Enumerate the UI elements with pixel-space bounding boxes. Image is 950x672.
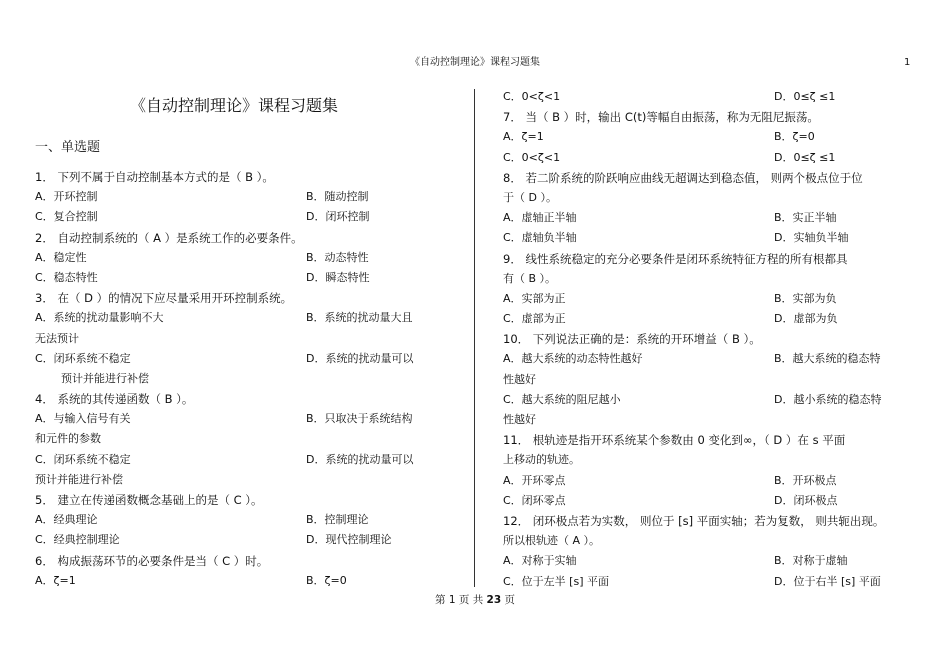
option-right: D．闭环极点 [774, 493, 838, 507]
question-line [503, 471, 923, 491]
question-line [503, 450, 923, 470]
question-line [503, 269, 923, 289]
line-text: 和元件的参数 [35, 432, 101, 446]
question-stem [503, 430, 923, 450]
line-text: C．0<ζ<1 [503, 150, 561, 164]
line-text: C．稳态特性 [35, 270, 98, 284]
line-text: C．位于左半 [s] 平面 [503, 574, 609, 588]
line-text: A．与输入信号有关 [35, 412, 131, 426]
option-right: B．开环极点 [774, 473, 837, 487]
option-right: D．实轴负半轴 [774, 231, 849, 245]
question-line [35, 450, 465, 470]
question-line [35, 349, 465, 369]
running-header: 《自动控制理论》课程习题集 [410, 57, 540, 68]
option-right: D．闭环控制 [306, 210, 370, 224]
question-line [503, 491, 923, 511]
line-text: 所以根轨迹（ A ）。 [503, 534, 601, 548]
line-text: C．虚轴负半轴 [503, 231, 577, 245]
question-line [35, 409, 465, 429]
line-text: 6． 构成振荡环节的必要条件是当（ C ）时。 [35, 553, 269, 568]
option-right: B．实部为负 [774, 291, 837, 305]
option-right: D．0≤ζ ≤1 [774, 150, 836, 164]
question-line [503, 370, 923, 390]
column-divider [474, 89, 475, 587]
right-column [503, 87, 923, 592]
line-text: C．复合控制 [35, 210, 98, 224]
question-line [35, 571, 465, 591]
question-stem [35, 167, 465, 187]
line-text: 7． 当（ B ）时，输出 C(t)等幅自由振荡，称为无阻尼振荡。 [503, 110, 819, 125]
line-text: 性越好 [503, 413, 536, 426]
option-right: B．越大系统的稳态特 [774, 352, 881, 366]
line-text: 预计并能进行补偿 [35, 472, 123, 486]
option-right: B．随动控制 [306, 190, 369, 204]
option-right: B．控制理论 [306, 513, 369, 527]
question-line [503, 228, 923, 248]
question-line [35, 429, 465, 449]
question-line [35, 369, 465, 389]
question-stem [35, 389, 465, 409]
line-text: C．闭环系统不稳定 [35, 452, 131, 466]
header-page-number: 1 [904, 57, 911, 68]
option-right: D．系统的扰动量可以 [306, 351, 414, 365]
question-stem [503, 511, 923, 531]
option-right: B．动态特性 [306, 250, 369, 264]
line-text: A．ζ=1 [35, 573, 76, 587]
question-line [503, 531, 923, 551]
question-line [503, 349, 923, 369]
question-line [35, 308, 465, 328]
line-text: A．开环控制 [35, 190, 98, 204]
question-line [503, 87, 923, 107]
line-text: C．闭环系统不稳定 [35, 351, 131, 365]
question-stem [503, 107, 923, 127]
question-line [35, 207, 465, 227]
line-text: 12． 闭环极点若为实数， 则位于 [s] 平面实轴；若为复数， 则共轭出现。 [503, 513, 885, 528]
question-stem [35, 490, 465, 510]
option-right: B．ζ=0 [306, 573, 347, 587]
question-line [503, 410, 923, 430]
option-right: D．虚部为负 [774, 312, 838, 326]
question-line [503, 572, 923, 592]
line-text: 上移动的轨迹。 [503, 453, 580, 467]
question-stem [503, 249, 923, 269]
footer-suffix: 页 [501, 594, 515, 606]
line-text: 有（ B ）。 [503, 271, 557, 285]
question-line [503, 390, 923, 410]
line-text: A．虚轴正半轴 [503, 211, 577, 225]
line-text: A．实部为正 [503, 291, 566, 305]
line-text: C．闭环零点 [503, 493, 566, 507]
question-line [503, 208, 923, 228]
line-text: 11． 根轨迹是指开环系统某个参数由 0 变化到∞，（ D ）在 s 平面 [503, 433, 846, 448]
line-text: 10． 下列说法正确的是：系统的开环增益（ B ）。 [503, 332, 761, 347]
line-text: A．越大系统的动态特性越好 [503, 352, 643, 366]
option-right: D．位于右半 [s] 平面 [774, 574, 881, 588]
question-line [35, 510, 465, 530]
line-text: 4． 系统的其传递函数（ B ）。 [35, 392, 194, 407]
option-right: B．系统的扰动量大且 [306, 311, 413, 325]
line-text: 预计并能进行补偿 [61, 371, 149, 385]
question-line [503, 289, 923, 309]
line-text: A．经典理论 [35, 513, 98, 527]
option-right: D．现代控制理论 [306, 533, 392, 547]
option-right: D．系统的扰动量可以 [306, 452, 414, 466]
line-text: A．开环零点 [503, 473, 566, 487]
line-text: 9． 线性系统稳定的充分必要条件是闭环系统特征方程的所有根都具 [503, 251, 848, 266]
question-line [503, 188, 923, 208]
option-right: B．对称于虚轴 [774, 554, 848, 568]
question-line [503, 148, 923, 168]
question-line [503, 551, 923, 571]
option-right: B．ζ=0 [774, 130, 815, 144]
page-footer [0, 593, 950, 607]
question-line [35, 470, 465, 490]
question-stem [503, 168, 923, 188]
section-heading: 一、单选题 [35, 140, 101, 155]
line-text: A．系统的扰动量影响不大 [35, 311, 164, 325]
question-line [503, 309, 923, 329]
footer-total-pages: 23 [486, 594, 502, 606]
document-title: 《自动控制理论》课程习题集 [130, 96, 339, 115]
line-text: 性越好 [503, 372, 536, 386]
line-text: 于（ D ）。 [503, 190, 557, 204]
line-text: C．经典控制理论 [35, 533, 120, 547]
line-text: C．0<ζ<1 [503, 90, 561, 103]
line-text: 2． 自动控制系统的（ A ）是系统工作的必要条件。 [35, 230, 303, 245]
question-stem [35, 288, 465, 308]
question-stem [35, 228, 465, 248]
footer-prefix: 第 1 页 共 [435, 594, 487, 606]
line-text: C．虚部为正 [503, 312, 566, 326]
option-right: D．瞬态特性 [306, 270, 370, 284]
question-line [35, 248, 465, 268]
question-line [35, 187, 465, 207]
left-column [35, 167, 465, 591]
line-text: 无法预计 [35, 331, 79, 345]
line-text: A．ζ=1 [503, 130, 544, 144]
line-text: 5． 建立在传递函数概念基础上的是（ C ）。 [35, 493, 263, 507]
option-right: D．越小系统的稳态特 [774, 392, 882, 406]
option-right: D．0≤ζ ≤1 [774, 90, 836, 103]
question-stem [35, 551, 465, 571]
question-line [35, 268, 465, 288]
line-text: A．对称于实轴 [503, 554, 577, 568]
question-line [503, 127, 923, 147]
line-text: 1． 下列不属于自动控制基本方式的是（ B ）。 [35, 170, 274, 184]
question-stem [503, 329, 923, 349]
option-right: B．只取决于系统结构 [306, 412, 413, 426]
question-line [35, 530, 465, 550]
line-text: A．稳定性 [35, 250, 87, 264]
option-right: B．实正半轴 [774, 211, 837, 225]
question-line [35, 329, 465, 349]
line-text: 8． 若二阶系统的阶跃响应曲线无超调达到稳态值， 则两个极点位于位 [503, 170, 863, 185]
line-text: 3． 在（ D ）的情况下应尽量采用开环控制系统。 [35, 291, 293, 306]
line-text: C．越大系统的阻尼越小 [503, 392, 621, 406]
